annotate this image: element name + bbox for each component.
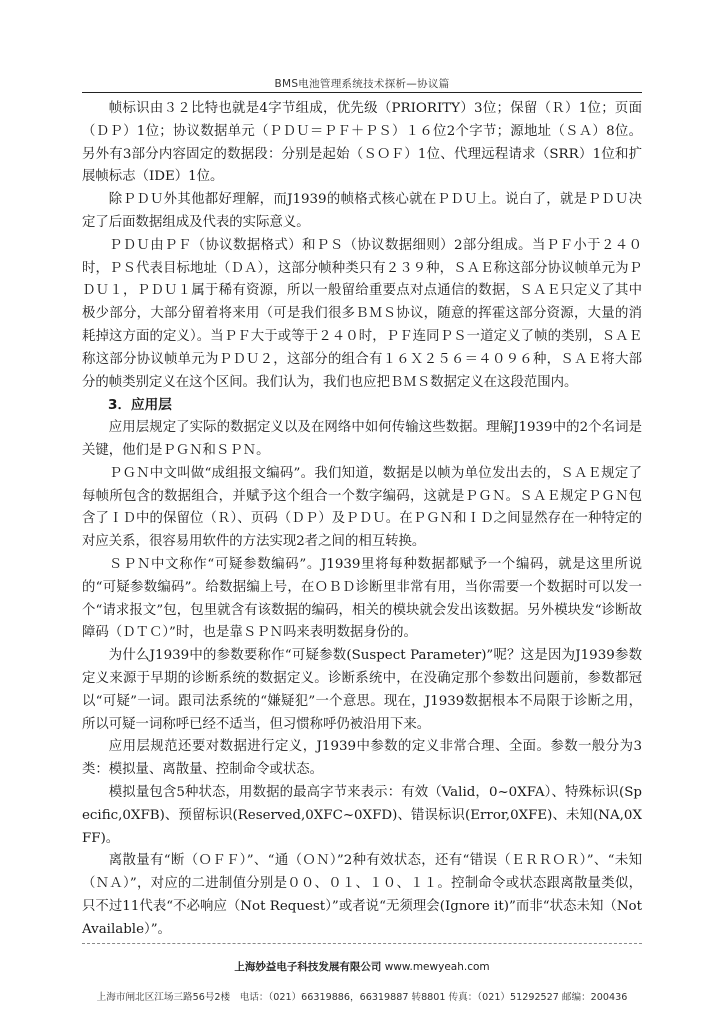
section-heading-application-layer: 3．应用层	[108, 397, 172, 414]
paragraph-pdu-format: ＰＤＵ由ＰＦ（协议数据格式）和ＰＳ（协议数据细则）2部分组成。当ＰＦ小于２４０时，ＰＳ代表目标地址（ＤＡ），这部分帧种类只有２３９种，ＳＡＥ称这部分协议帧单元为ＰＤＵ１，ＰＤＵ１属于稀有资源，所以一般留给重要点对点通信的数据，ＳＡＥ只定义了其中极少部分，大部分留着将来用（可是我们很多ＢＭＳ协议，随意的挥霍这部分资源，大量的消耗掉这方面的定义）。当ＰＦ大于或等于２４０时，ＰＦ连同ＰＳ一道定义了帧的类别，ＳＡＥ称这部分协议帧单元为ＰＤＵ２，这部分的组合有１６Ｘ２５６＝４０９６种，ＳＡＥ将大部分的帧类别定义在这个区间。我们认为，我们也应把ＢＭＳ数据定义在这段范围内。	[82, 237, 642, 390]
paragraph-frame-id: 帧标识由３２比特也就是4字节组成，优先级（PRIORITY）3位；保留（Ｒ）1位；页面（ＤＰ）1位；协议数据单元（ＰＤＵ＝ＰＦ＋ＰＳ）１６位2个字节；源地址（ＳＡ）8位。另外有3部分内容固定的数据段：分别是起始（ＳＯＦ）1位、代理远程请求（SRR）1位和扩展帧标志（IDE）1位。	[82, 101, 642, 185]
paragraph-discrete-states: 离散量有“断（ＯＦＦ）”、“通（ＯＮ）”2种有效状态，还有“错误（ＥＲＲＯＲ）”、“未知（ＮＡ）”，对应的二进制值分别是００、０１、１０、１１。控制命令或状态跟离散量类似，只不过11代表“不必响应（Not Request）”或者说“无须理会(Ignore it)”而非“状态未知（Not Available）”。	[82, 853, 642, 937]
footer-company-name: 上海妙益电子科技发展有限公司	[234, 961, 382, 973]
paragraph-pdu-core: 除ＰＤＵ外其他都好理解，而J1939的帧格式核心就在ＰＤＵ上。说白了，就是ＰＤＵ决定了后面数据组成及代表的实际意义。	[82, 192, 642, 230]
paragraph-spn: ＳＰＮ中文称作“可疑参数编码”。J1939里将每种数据都赋予一个编码，就是这里所说的“可疑参数编码”。给数据编上号，在ＯＢＤ诊断里非常有用，当你需要一个数据时可以发一个“请求报文”包，包里就含有该数据的编码，相关的模块就会发出该数据。另外模块发“诊断故障码（ＤＴＣ）”时，也是靠ＳＰＮ吗来表明数据身份的。	[82, 556, 642, 641]
footer-address: 上海市闸北区江场三路56号2楼 电话：（021）66319886，66319887 转8801 传真：（021）51292527 邮编：200436	[96, 992, 628, 1003]
header-divider	[82, 92, 642, 93]
page-header-title: BMS电池管理系统技术探析—协议篇	[274, 78, 450, 90]
paragraph-analog-states: 模拟量包含5种状态，用数据的最高字节来表示：有效（Valid，0~0XFA）、特殊标识(Specific,0XFB)、预留标识(Reserved,0XFC~0XFD)、错误标识(Error,0XFE)、未知(NA,0XFF)。	[82, 784, 642, 846]
footer-website: www.mewyeah.com	[384, 961, 490, 973]
paragraph-suspect-parameter: 为什么J1939中的参数要称作“可疑参数(Suspect Parameter)”呢？这是因为J1939参数定义来源于早期的诊断系统的数据定义。诊断系统中，在没确定那个参数出问题前，参数都冠以“可疑”一词。跟司法系统的“嫌疑犯”一个意思。现在，J1939数据根本不局限于诊断之用，所以可疑一词称呼已经不适当，但习惯称呼仍被沿用下来。	[82, 648, 642, 732]
paragraph-pgn: ＰＧＮ中文叫做“成组报文编码”。我们知道，数据是以帧为单位发出去的，ＳＡＥ规定了每帧所包含的数据组合，并赋予这个组合一个数字编码，这就是ＰＧＮ。ＳＡＥ规定ＰＧＮ包含了ＩＤ中的保留位（Ｒ）、页码（ＤＰ）及ＰＤＵ。在ＰＧＮ和ＩＤ之间显然存在一种特定的对应关系，很容易用软件的方法实现2者之间的相互转换。	[82, 465, 642, 550]
paragraph-parameter-types: 应用层规范还要对数据进行定义，J1939中参数的定义非常合理、全面。参数一般分为3类：模拟量、离散量、控制命令或状态。	[82, 739, 642, 778]
footer-company-line	[82, 959, 642, 974]
paragraph-application-layer: 应用层规定了实际的数据定义以及在网络中如何传输这些数据。理解J1939中的2个名词是关键，他们是ＰＧＮ和ＳＰＮ。	[82, 420, 642, 458]
footer-divider	[82, 943, 642, 944]
document-body	[82, 98, 642, 941]
